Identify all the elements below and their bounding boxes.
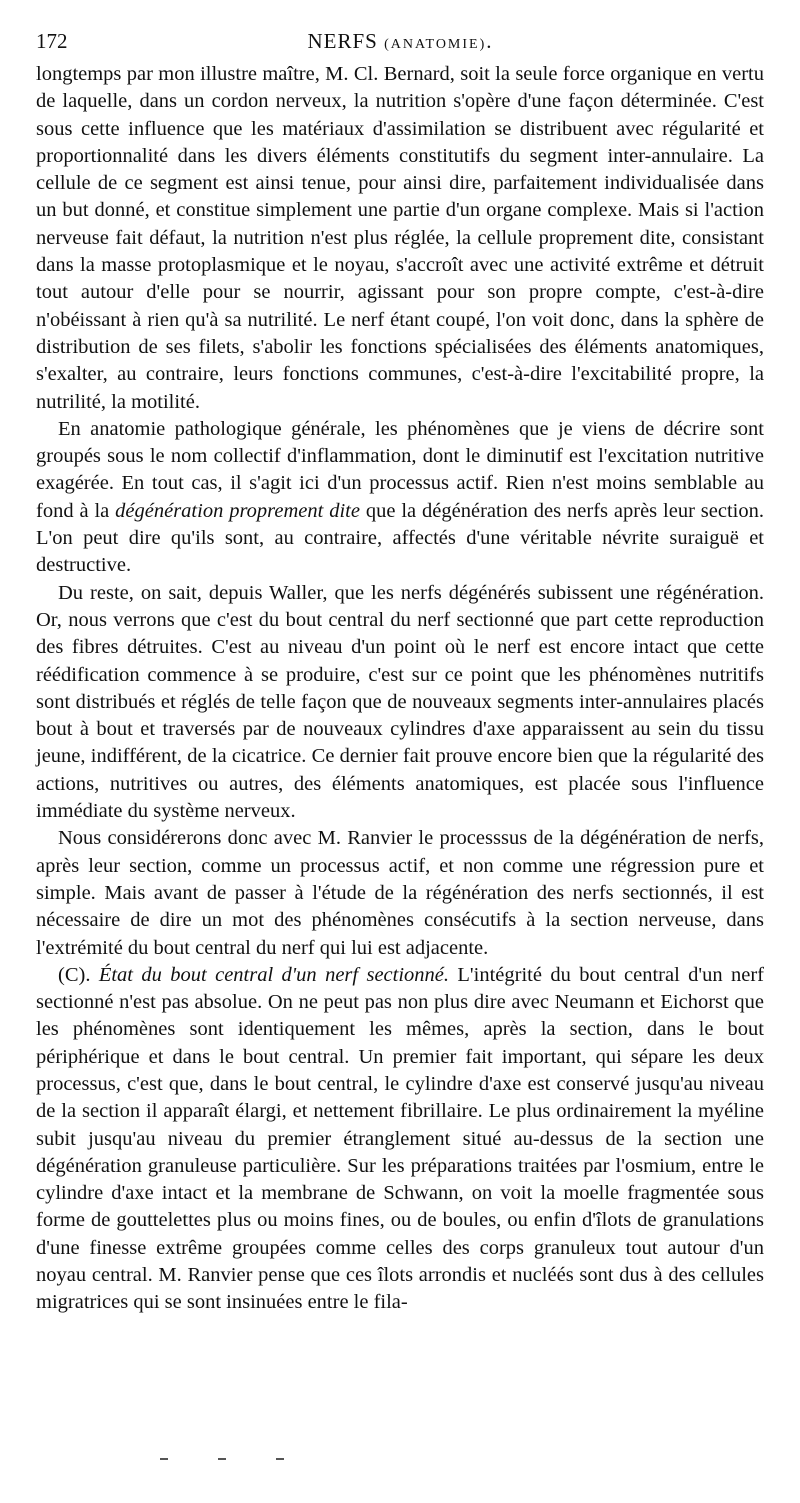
paragraph-ranvier xyxy=(36,825,764,961)
paragraph-continued xyxy=(36,61,764,416)
paragraph-regeneration xyxy=(36,580,764,826)
paragraph-text: longtemps par mon illustre maître, M. Cl. Bernard, soit la seule force organique en vertu de laquelle, dans un cordon nerveux, la nutrition s'opère d'une façon déterminée. C'est sous cette influence que les matériaux d'assimilation se distribuent avec régularité et proportionnalité dans les divers éléments constitutifs du segment inter-annulaire. La cellule de ce segment est ainsi tenue, pour ainsi dire, parfaitement individualisée dans un but donné, et constitue simplement une partie d'un organe complexe. Mais si l'action nerveuse fait défaut, la nutrition n'est plus réglée, la cellule proprement dite, consistant dans la masse protoplasmique et le noyau, s'accroît avec une activité extrême et détruit tout autour d'elle pour se nourrir, agissant pour son propre compte, c'est-à-dire n'obéissant à rien qu'à sa nutrilité. Le nerf étant coupé, l'on voit donc, dans la sphère de distribution de ses filets, s'abolir les fonctions spécialisées des éléments anatomiques, s'exalter, au contraire, leurs fonctions communes, c'est-à-dire l'excitabilité propre, la nutrilité, la motilité. xyxy=(36,63,764,413)
page-number: 172 xyxy=(36,29,68,53)
print-mark xyxy=(160,1458,168,1460)
print-marks xyxy=(160,1458,300,1464)
emphasized-term: dégénération proprement dite xyxy=(115,499,360,522)
body-text xyxy=(36,61,764,1317)
print-mark xyxy=(218,1458,226,1460)
page-header xyxy=(36,26,764,56)
running-title xyxy=(36,26,764,60)
print-mark xyxy=(276,1458,284,1460)
section-heading: État du bout central d'un nerf sectionné. xyxy=(98,963,450,986)
running-title-end: . xyxy=(486,29,493,53)
paragraph-inflammation xyxy=(36,416,764,580)
running-title-subject: (ANATOMIE) xyxy=(384,37,487,52)
paragraph-text-after: que la dégénération des nerfs après leur section. L'on peut dire qu'ils sont, au contraire, affectés d'une véritable névrite suraiguë et destructive. xyxy=(36,499,764,577)
section-marker: (C). xyxy=(58,963,99,986)
paragraph-text: Du reste, on sait, depuis Waller, que les nerfs dégénérés subissent une régénération. Or, nous verrons que c'est du bout central du nerf sectionné que part cette reproduction des fibres détruites. C'est au niveau d'un point où le nerf est encore intact que cette réédification commence à se produire, c'est sur ce point que les phénomènes nutritifs sont distribués et réglés de telle façon que de nouveaux segments inter-annulaires placés bout à bout et traversés par de nouveaux cylindres d'axe apparaissent au sein du tissu jeune, indifférent, de la cicatrice. Ce dernier fait prouve encore bien que la régularité des actions, nutritives ou autres, des éléments anatomiques, est placée sous l'influence immédiate du système nerveux. xyxy=(36,581,764,823)
paragraph-text-before: En anatomie pathologique générale, les phénomènes que je viens de décrire sont groupés sous le nom collectif d'inflammation, dont le diminutif est l'excitation nutritive exagérée. En tout cas, il s'agit ici d'un processus actif. Rien n'est moins semblable au fond à la xyxy=(36,417,764,522)
paragraph-text-after: L'intégrité du bout central d'un nerf sectionné n'est pas absolue. On ne peut pas non plus dire avec Neumann et Eichorst que les phénomènes sont identiquement les mêmes, après la section, dans le bout périphérique et dans le bout central. Un premier fait important, qui sépare les deux processus, c'est que, dans le bout central, le cylindre d'axe est conservé jusqu'au niveau de la section il apparaît élargi, et nettement fibrillaire. Le plus ordinairement la myéline subit jusqu'au niveau du premier étranglement situé au-dessus de la section une dégénération granuleuse particulière. Sur les préparations traitées par l'osmium, entre le cylindre d'axe intact et la membrane de Schwann, on voit la moelle fragmentée sous forme de gouttelettes plus ou moins fines, ou de boules, ou enfin d'îlots de granulations d'une finesse extrême groupées comme celles des corps granuleux tout autour d'un noyau central. M. Ranvier pense que ces îlots arrondis et nucléés sont dus à des cellules migratrices qui se sont insinuées entre le fila- xyxy=(36,963,765,1314)
running-title-main: NERFS xyxy=(307,29,385,53)
paragraph-section-c xyxy=(36,962,764,1317)
paragraph-text: Nous considérerons donc avec M. Ranvier le processsus de la dégénération de nerfs, après leur section, comme un processus actif, et non comme une régression pure et simple. Mais avant de passer à l'étude de la régénération des nerfs sectionnés, il est nécessaire de dire un mot des phénomènes consécutifs à la section nerveuse, dans l'extrémité du bout central du nerf qui lui est adjacente. xyxy=(36,827,764,959)
